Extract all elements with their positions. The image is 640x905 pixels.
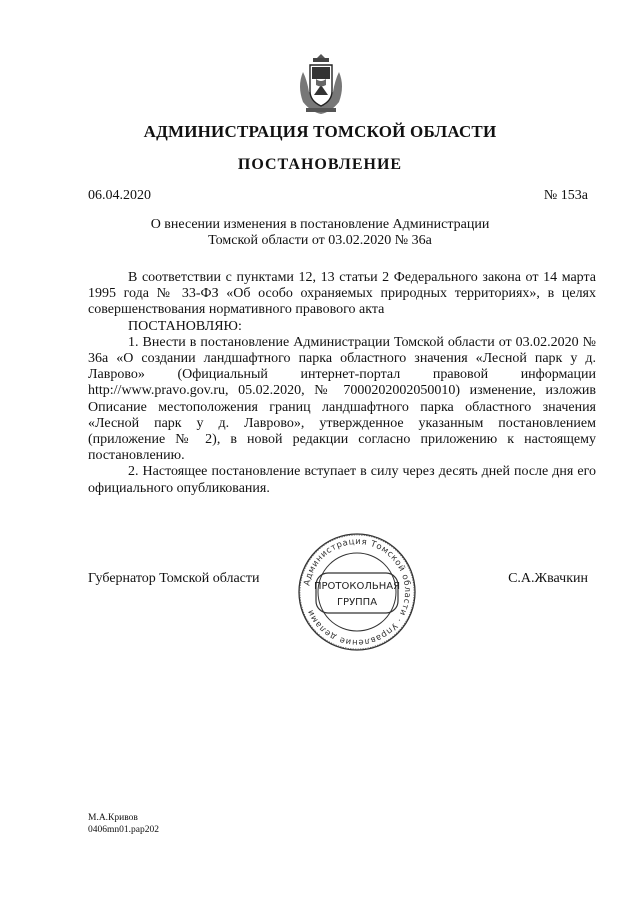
preamble-paragraph: В соответствии с пунктами 12, 13 статьи 2 Федерального закона от 14 марта 1995 года № 33-ФЗ «Об особо охраняемых природных территориях», в целях совершенствования нормативного правового акта [88, 270, 596, 318]
item-1-paragraph: 1. Внести в постановление Администрации Томской области от 03.02.2020 № 36а «О создании ландшафтного парка областного значения «Лесной парк у д. Лаврово» (Официальный интернет-портал правовой информации http://www.pravo.gov.ru, 05.02.2020, № 7000202002050010) изменение, изложив Описание местоположения границ ландшафтного парка областного значения «Лесной парк у д. Лаврово», утвержденное указанным постановлением (приложение № 2), в новой редакции согласно приложению к настоящему постановлению. [88, 334, 596, 464]
stamp-center-line-2: ГРУППА [336, 597, 378, 608]
subject-line-1: О внесении изменения в постановление Администрации [150, 217, 490, 232]
coat-of-arms-icon [296, 52, 346, 118]
file-code: 0406mn01.pap202 [88, 825, 159, 835]
signer-title: Губернатор Томской области [88, 571, 260, 586]
document-type: ПОСТАНОВЛЕНИЕ [237, 156, 403, 173]
item-2-paragraph: 2. Настоящее постановление вступает в силу через десять дней после дня его официального опубликования. [88, 464, 596, 496]
document-number: № 153а [543, 188, 588, 203]
executor-name: М.А.Кривов [88, 813, 138, 823]
decree-word: ПОСТАНОВЛЯЮ: [128, 318, 242, 334]
stamp-ring-text: Администрация Томской области · Управление делами [302, 536, 413, 648]
document-date: 06.04.2020 [88, 188, 151, 203]
org-title: АДМИНИСТРАЦИЯ ТОМСКОЙ ОБЛАСТИ [143, 122, 497, 141]
executor-block [88, 812, 159, 836]
signer-name: С.А.Жвачкин [508, 571, 588, 586]
document-subject [0, 217, 640, 249]
protocol-stamp [296, 531, 418, 653]
document-body [88, 270, 596, 497]
stamp-center-line-1: ПРОТОКОЛЬНАЯ [313, 581, 401, 592]
subject-line-2: Томской области от 03.02.2020 № 36а [208, 233, 432, 248]
